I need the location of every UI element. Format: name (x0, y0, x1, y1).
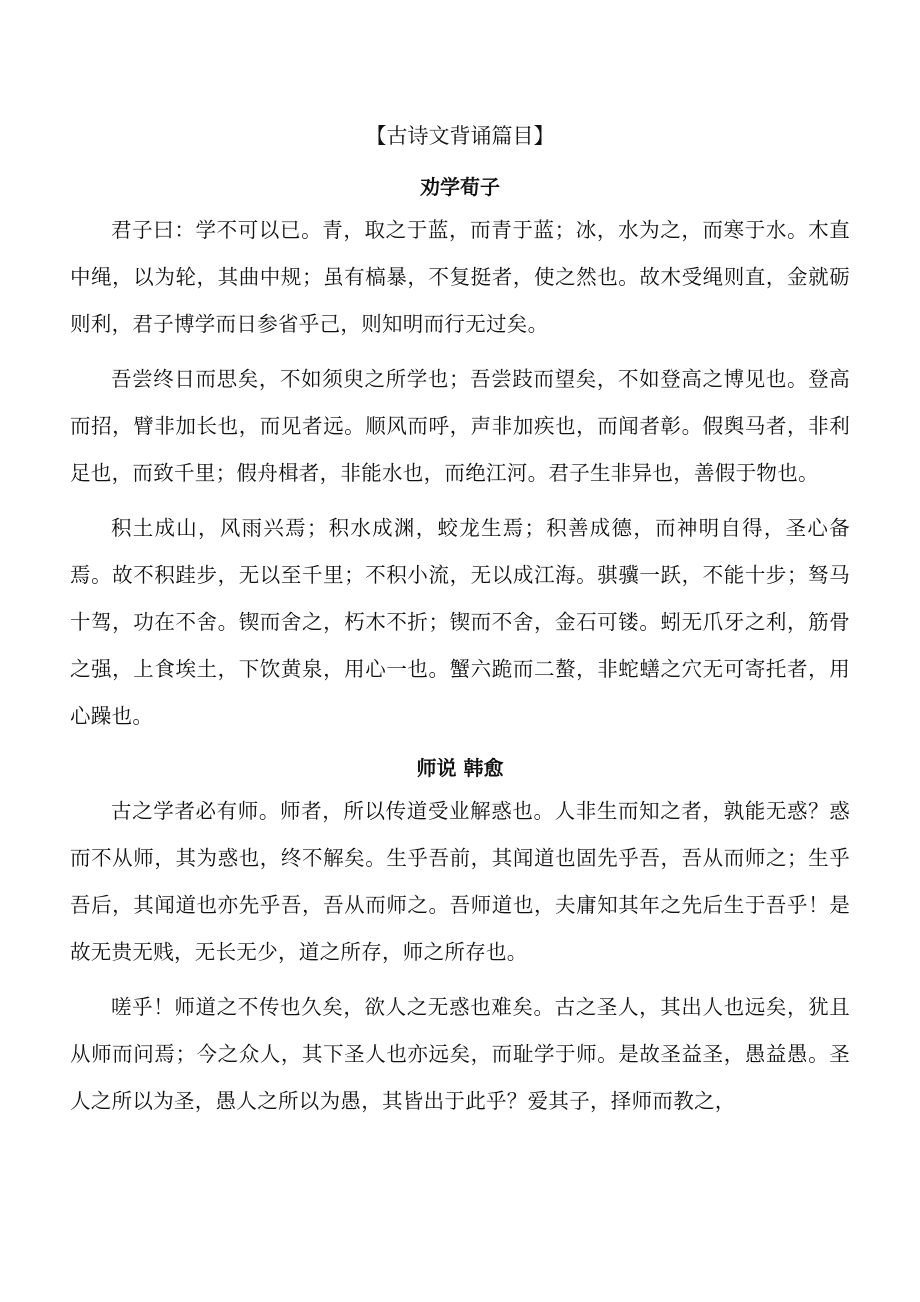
section-shishuo (70, 748, 850, 1125)
paragraph: 嗟乎！师道之不传也久矣，欲人之无惑也难矣。古之圣人，其出人也远矣，犹且从师而问焉；今之众人，其下圣人也亦远矣，而耻学于师。是故圣益圣，愚益愚。圣人之所以为圣，愚人之所以为愚，其皆出于此乎？爱其子，择师而教之， (70, 995, 850, 1113)
paragraph: 君子曰：学不可以已。青，取之于蓝，而青于蓝；冰，水为之，而寒于水。木直中绳，以为轮，其曲中规；虽有槁暴，不复挺者，使之然也。故木受绳则直，金就砺则利，君子博学而日参省乎己，则知明而行无过矣。 (70, 218, 850, 336)
document-page (70, 115, 850, 1133)
section-title: 师说 韩愈 (416, 756, 504, 780)
paragraph: 古之学者必有师。师者，所以传道受业解惑也。人非生而知之者，孰能无惑？惑而不从师，其为惑也，终不解矣。生乎吾前，其闻道也固先乎吾，吾从而师之；生乎吾后，其闻道也亦先乎吾，吾从而师之。吾师道也，夫庸知其年之先后生于吾乎！是故无贵无贱，无长无少，道之所存，师之所存也。 (70, 799, 850, 964)
paragraph: 积土成山，风雨兴焉；积水成渊，蛟龙生焉；积善成德，而神明自得，圣心备焉。故不积跬步，无以至千里；不积小流，无以成江海。骐骥一跃，不能十步；驽马十驾，功在不舍。锲而舍之，朽木不折；锲而不舍，金石可镂。蚓无爪牙之利，筋骨之强，上食埃土，下饮黄泉，用心一也。蟹六跪而二螯，非蛇蟮之穴无可寄托者，用心躁也。 (70, 516, 850, 728)
section-quanxue (70, 167, 850, 740)
section-title: 劝学荀子 (420, 175, 500, 199)
paragraph: 吾尝终日而思矣，不如须臾之所学也；吾尝跂而望矣，不如登高之博见也。登高而招，臂非加长也，而见者远。顺风而呼，声非加疾也，而闻者彰。假舆马者，非利足也，而致千里；假舟楫者，非能水也，而绝江河。君子生非异也，善假于物也。 (70, 367, 850, 485)
document-heading: 【古诗文背诵篇目】 (365, 124, 555, 148)
